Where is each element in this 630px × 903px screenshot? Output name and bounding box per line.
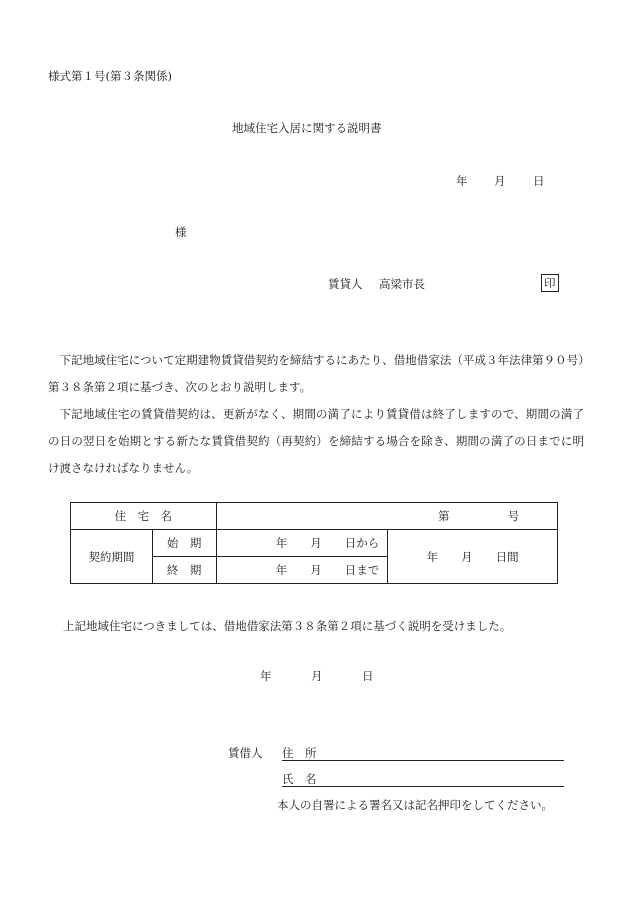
address-field-line[interactable] [282, 760, 564, 761]
form-reference: 様式第１号(第３条関係) [48, 69, 172, 83]
number-prefix: 第 [438, 509, 450, 523]
date-day-label: 日 [362, 669, 374, 683]
lessor-name: 高梁市長 [379, 277, 425, 291]
date-year-label: 年 [260, 669, 272, 683]
acknowledgement-text: 上記地域住宅につきましては、借地借家法第３８条第２項に基づく説明を受けました。 [63, 619, 512, 633]
recipient-suffix: 様 [175, 225, 187, 239]
contract-period-label: 契約期間 [71, 530, 153, 584]
house-name-label: 住 宅 名 [71, 503, 217, 530]
start-date: 年 月 日から [216, 530, 388, 557]
explanation-paragraph-1: 下記地域住宅について定期建物賃貸借契約を締結するにあたり、借地借家法（平成３年法律第９０号）第３８条第２項に基づき、次のとおり説明します。 [48, 353, 584, 394]
seal-mark: 印 [541, 274, 559, 292]
document-title: 地域住宅入居に関する説明書 [232, 121, 382, 135]
address-label: 住 所 [282, 746, 317, 760]
date-month-label: 月 [494, 174, 506, 188]
signature-note: 本人の自署による署名又は記名押印をしてください。 [277, 798, 553, 812]
name-field-line[interactable] [282, 786, 564, 787]
table-row [71, 530, 558, 557]
date-month-label: 月 [311, 669, 323, 683]
explanation-paragraph-2: 下記地域住宅の賃貸借契約は、更新がなく、期間の満了により賃貸借は終了しますので、期間の満了の日の翌日を始期とする新たな賃貸借契約（再契約）を締結する場合を除き、期間の満了の日までに明け渡さなければなりません。 [48, 407, 584, 475]
end-label: 終 期 [152, 557, 216, 584]
table-row [71, 503, 558, 530]
date-year-label: 年 [456, 174, 468, 188]
start-label: 始 期 [152, 530, 216, 557]
house-name-cell [216, 503, 557, 530]
number-suffix: 号 [507, 509, 520, 523]
explanation-body [48, 347, 584, 482]
lessee-label: 賃借人 [228, 746, 263, 760]
name-label: 氏 名 [282, 772, 317, 786]
duration: 年 月 日間 [388, 530, 558, 584]
lessor-label: 賃貸人 [328, 277, 363, 291]
date-day-label: 日 [533, 174, 545, 188]
end-date: 年 月 日まで [216, 557, 388, 584]
contract-table [70, 502, 558, 584]
